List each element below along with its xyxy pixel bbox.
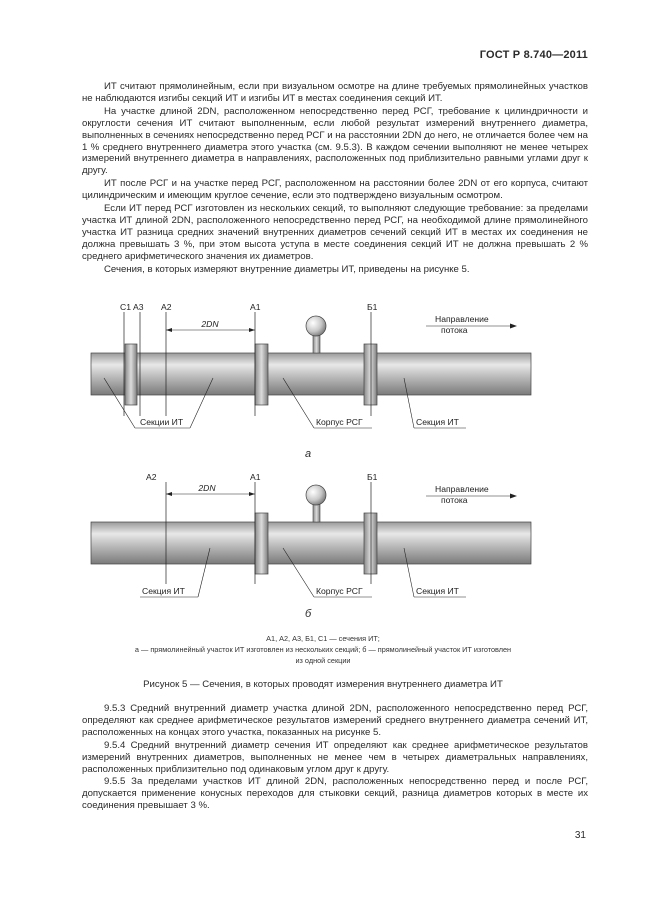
callout-section: Секция ИТ xyxy=(416,417,459,427)
callout-section-right: Секция ИТ xyxy=(416,586,459,596)
gauge-stem xyxy=(313,503,320,522)
callout-body: Корпус РСГ xyxy=(316,417,363,427)
gauge-head xyxy=(306,316,326,336)
section-label-c1: С1 xyxy=(120,302,131,312)
paragraph: 9.5.4 Средний внутренний диаметр сечения ИТ определяют как среднее арифметическое результатов измерений внутренних диаметров, выполненных не менее чем в четырех диаметральных направлениях, расположенных приблизительно под одинаковым углом друг к другу. xyxy=(82,739,588,775)
flow-label-line1: Направление xyxy=(435,314,489,324)
gauge-stem xyxy=(313,334,320,353)
paragraph: 9.5.3 Средний внутренний диаметр участка длиной 2DN, расположенного непосредственно перед РСГ, определяют как среднее арифметическое результатов измерений среднего внутреннего диаметра сечений ИТ, расположенных на концах этого участка, показанных на рисунке 5. xyxy=(82,703,588,738)
text-block-bottom xyxy=(82,703,588,813)
figure-b-diagram xyxy=(0,470,646,610)
section-label-b1: Б1 xyxy=(367,302,378,312)
dimension-label: 2DN xyxy=(201,319,219,329)
figure-a-diagram xyxy=(0,298,646,448)
paragraph: ИТ считают прямолинейным, если при визуальном осмотре на длине требуемых прямолинейных участков не наблюдаются изгибы секций ИТ и изгибы ИТ в местах соединения секций ИТ. xyxy=(82,81,588,104)
section-label-a1: А1 xyxy=(250,472,261,482)
section-label-a3: А3 xyxy=(133,302,144,312)
gauge-head xyxy=(306,485,326,505)
pipe-body xyxy=(91,353,531,395)
paragraph: Сечения, в которых измеряют внутренние диаметры ИТ, приведены на рисунке 5. xyxy=(104,263,470,275)
flow-label-line1: Направление xyxy=(435,484,489,494)
text-block-top xyxy=(82,81,588,277)
flow-arrow-head xyxy=(510,324,517,329)
figure-legend xyxy=(82,633,564,666)
dimension-arrow xyxy=(249,492,255,496)
dimension-label: 2DN xyxy=(198,483,216,493)
flange xyxy=(364,513,377,574)
flow-arrow-head xyxy=(510,494,517,499)
flange xyxy=(255,344,268,405)
section-label-a2: А2 xyxy=(161,302,172,312)
dimension-arrow xyxy=(166,492,172,496)
flange xyxy=(364,344,377,405)
flange xyxy=(125,344,137,405)
dimension-arrow xyxy=(166,328,172,332)
page-number: 31 xyxy=(574,830,586,841)
paragraph: ИТ после РСГ и на участке перед РСГ, расположенном на расстоянии более 2DN от его корпуса, считают цилиндрическим и имеющим круглое сечение, если это подтверждено визуальным осмотром. xyxy=(82,178,588,202)
callout-sections: Секции ИТ xyxy=(140,417,184,427)
figure-caption: Рисунок 5 — Сечения, в которых проводят измерения внутреннего диаметра ИТ xyxy=(143,679,503,690)
subfigure-label-b: б xyxy=(305,608,312,620)
legend-line: из одной секции xyxy=(295,656,351,665)
dimension-arrow xyxy=(249,328,255,332)
callout-section-left: Секция ИТ xyxy=(142,586,185,596)
section-label-a2: А2 xyxy=(146,472,157,482)
legend-line: А1, А2, А3, Б1, С1 — сечения ИТ; xyxy=(266,634,380,643)
document-id-header: ГОСТ Р 8.740—2011 xyxy=(479,49,588,61)
flow-label-line2: потока xyxy=(441,495,468,505)
section-label-b1: Б1 xyxy=(367,472,378,482)
legend-line: а — прямолинейный участок ИТ изготовлен из нескольких секций; б — прямолинейный участок ИТ изготовлен xyxy=(134,645,512,654)
subfigure-label-a: а xyxy=(305,448,312,460)
paragraph: На участке длиной 2DN, расположенном непосредственно перед РСГ, требование к цилиндричности и округлости сечения ИТ считают выполненным, если любой результат измерений внутреннего диаметра, выполненных в сечениях непосредственно перед РСГ и на расстоянии 2DN до него, не отличается более чем на 1 % среднего внутреннего диаметра этого участка (см. 9.5.3). В каждом сечении выполняют не менее четырех измерений внутреннего диаметра в направлениях, расположенных под приблизительно равными углами друг к другу. xyxy=(82,105,588,177)
flow-label-line2: потока xyxy=(441,325,468,335)
pipe-body xyxy=(91,522,531,564)
paragraph: Если ИТ перед РСГ изготовлен из нескольких секций, то выполняют следующие требование: за пределами участка ИТ длиной 2DN, расположенного непосредственно перед РСГ, на необходимой длине прямолинейного участка ИТ разница средних значений внутренних диаметров сечений секций ИТ в местах их соединения не должна превышать 3 %, при этом высота уступа в месте соединения секций ИТ не должна превышать 2 % среднего арифметического значения их диаметров. xyxy=(82,203,588,262)
section-label-a1: А1 xyxy=(250,302,261,312)
callout-body: Корпус РСГ xyxy=(316,586,363,596)
paragraph: 9.5.5 За пределами участков ИТ длиной 2DN, расположенных непосредственно перед и после РСГ, допускается применение конусных переходов для стыковки секций, разница диаметров которых в месте их соединения превышает 3 %. xyxy=(82,776,588,812)
flange xyxy=(255,513,268,574)
